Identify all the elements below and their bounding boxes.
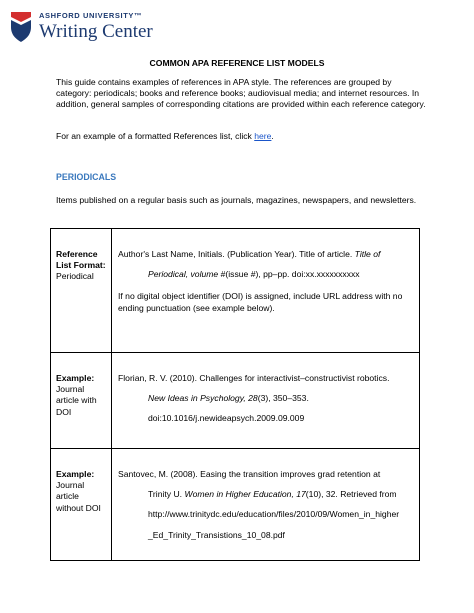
row-content-cell bbox=[112, 229, 420, 353]
example-url-line-2: _Ed_Trinity_Transistions_10_08.pdf bbox=[148, 529, 285, 540]
row-label-text: Journal article with DOI bbox=[56, 384, 97, 417]
example-text: (10), 32. Retrieved from bbox=[305, 489, 397, 500]
doi-note: If no digital object identifier (DOI) is assigned, include URL address with no ending punctuation (see example below). bbox=[118, 291, 403, 313]
intro-paragraph: This guide contains examples of references in APA style. The references are grouped by category: periodicals; books and reference books; audiovisual media; and internet resources. In addition, general samples of corresponding citations are provided within each reference category. bbox=[56, 77, 426, 110]
section-description: Items published on a regular basis such as journals, magazines, newspapers, and newsletters. bbox=[56, 195, 417, 205]
example-italic: New Ideas in Psychology, 28 bbox=[148, 393, 258, 404]
example-text: (3), 350–353. bbox=[257, 393, 309, 404]
example-suffix: . bbox=[271, 131, 274, 141]
example-italic: Women in Higher Education, 17 bbox=[184, 489, 306, 500]
page-title: COMMON APA REFERENCE LIST MODELS bbox=[149, 58, 325, 68]
row-label-cell bbox=[51, 449, 112, 561]
example-line-2 bbox=[118, 489, 413, 500]
university-name: ASHFORD UNIVERSITY™ bbox=[39, 11, 143, 20]
example-paragraph bbox=[56, 131, 428, 142]
example-prefix: For an example of a formatted References list, click bbox=[56, 131, 255, 141]
table-row bbox=[51, 449, 420, 561]
section-heading: PERIODICALS bbox=[56, 172, 117, 182]
table-row bbox=[51, 229, 420, 353]
reference-table bbox=[50, 228, 420, 561]
ashford-shield-icon bbox=[10, 9, 32, 43]
format-line-2 bbox=[118, 269, 413, 280]
row-label-bold: Reference List Format: bbox=[56, 249, 106, 271]
here-link[interactable]: here bbox=[254, 131, 272, 141]
row-label-cell bbox=[51, 229, 112, 353]
example-text: Trinity U. bbox=[148, 489, 185, 500]
example-line-1: Florian, R. V. (2010). Challenges for interactivist–constructivist robotics. bbox=[118, 373, 390, 383]
row-content-cell bbox=[112, 353, 420, 449]
row-label-bold: Example: bbox=[56, 469, 95, 479]
example-line-2 bbox=[118, 393, 413, 404]
example-line-3: doi:10.1016/j.newideapsych.2009.09.009 bbox=[148, 413, 305, 424]
format-line-1 bbox=[118, 249, 413, 260]
row-label-cell bbox=[51, 353, 112, 449]
example-url-line: http://www.trinitydc.edu/education/files/2010/09/Women_in_higher bbox=[148, 509, 400, 520]
example-line-1: Santovec, M. (2008). Easing the transition improves grad retention at bbox=[118, 469, 381, 479]
format-text: Author's Last Name, Initials. (Publication Year). Title of article. bbox=[118, 249, 355, 259]
ashford-writing-center-logo bbox=[10, 9, 200, 45]
format-italic: Title of bbox=[354, 249, 381, 259]
format-text: #(issue #), pp–pp. doi:xx.xxxxxxxxxx bbox=[218, 269, 360, 280]
table-row bbox=[51, 353, 420, 449]
row-content-cell bbox=[112, 449, 420, 561]
row-label-text: Periodical bbox=[56, 271, 94, 282]
row-label-text: Journal article without DOI bbox=[56, 480, 101, 513]
format-italic: Periodical, volume bbox=[148, 269, 219, 280]
row-label-bold: Example: bbox=[56, 373, 95, 383]
writing-center-name: Writing Center bbox=[39, 21, 153, 42]
